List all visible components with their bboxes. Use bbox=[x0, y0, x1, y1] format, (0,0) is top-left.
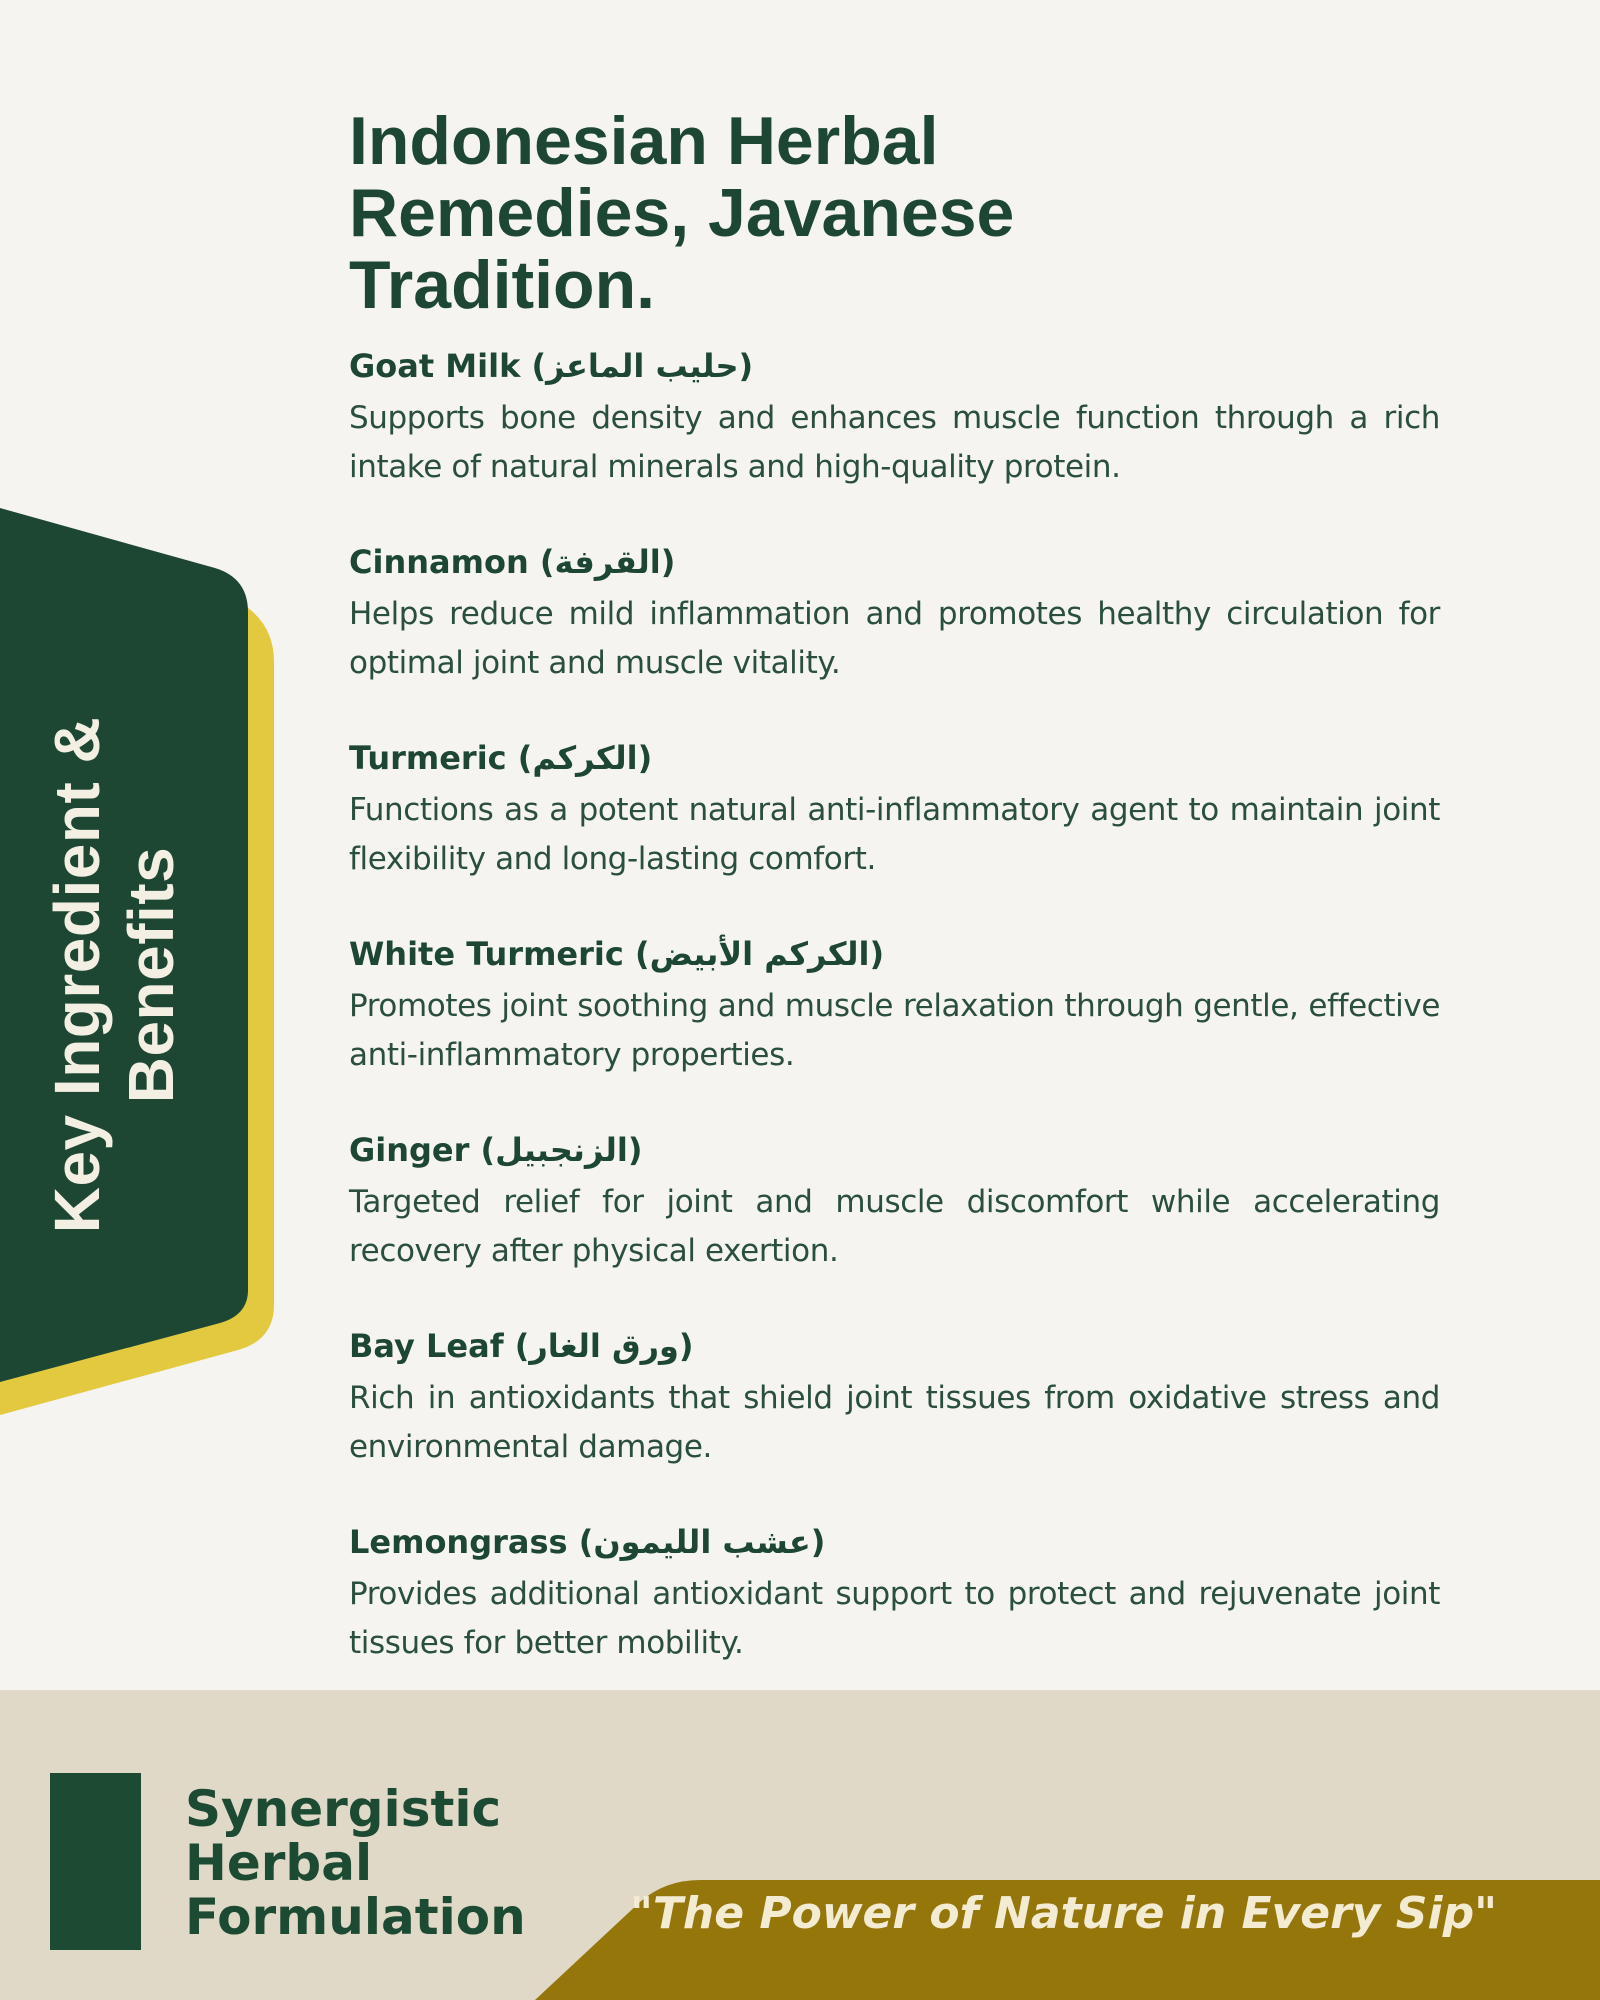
footer-title-line3: Formulation bbox=[185, 1888, 526, 1946]
sidebar-title-line1: Key Ingredient & bbox=[41, 716, 113, 1234]
ingredient-goat-milk bbox=[349, 346, 1440, 542]
sidebar-title-line2: Benefits bbox=[115, 846, 187, 1104]
footer-title-line2: Herbal bbox=[185, 1834, 373, 1892]
ingredient-description: Helps reduce mild inflammation and promotes healthy circulation for optimal joint and muscle vitality. bbox=[349, 596, 1440, 681]
ingredient-name: Ginger (الزنجبيل) bbox=[349, 1131, 643, 1169]
ingredient-name: Bay Leaf (ورق الغار) bbox=[349, 1327, 694, 1365]
ingredient-white-turmeric bbox=[349, 934, 1440, 1130]
ingredient-turmeric bbox=[349, 738, 1440, 934]
ingredient-bay-leaf bbox=[349, 1326, 1440, 1522]
ingredient-name: Turmeric (الكركم) bbox=[349, 739, 653, 777]
ingredient-description: Targeted relief for joint and muscle discomfort while accelerating recovery after physical exertion. bbox=[349, 1184, 1440, 1269]
ingredient-description: Functions as a potent natural anti-inflammatory agent to maintain joint flexibility and long-lasting comfort. bbox=[349, 792, 1440, 877]
ingredient-ginger bbox=[349, 1130, 1440, 1326]
ingredient-name: Cinnamon (القرفة) bbox=[349, 543, 676, 581]
ingredient-description: Provides additional antioxidant support to protect and rejuvenate joint tissues for better mobility. bbox=[349, 1576, 1440, 1661]
ingredient-description: Supports bone density and enhances muscle function through a rich intake of natural minerals and high-quality protein. bbox=[349, 400, 1440, 485]
page-title bbox=[349, 105, 1169, 321]
page-title-line1: Indonesian Herbal bbox=[349, 103, 939, 179]
ingredient-name: Goat Milk (حليب الماعز) bbox=[349, 347, 754, 385]
footer-title-line1: Synergistic bbox=[185, 1780, 502, 1838]
ingredient-list bbox=[349, 346, 1440, 1718]
footer bbox=[0, 1690, 1600, 2000]
ingredient-description: Promotes joint soothing and muscle relaxation through gentle, effective anti-inflammatory properties. bbox=[349, 988, 1440, 1073]
page-title-line2: Remedies, Javanese bbox=[349, 175, 1015, 251]
sidebar-title bbox=[40, 665, 188, 1285]
ingredient-name: White Turmeric (الكركم الأبيض) bbox=[349, 935, 885, 973]
ingredient-lemongrass bbox=[349, 1522, 1440, 1718]
ingredient-name: Lemongrass (عشب الليمون) bbox=[349, 1523, 826, 1561]
page-title-line3: Tradition. bbox=[349, 247, 655, 323]
tagline: "The Power of Nature in Every Sip" bbox=[629, 1888, 1497, 1939]
ingredient-cinnamon bbox=[349, 542, 1440, 738]
tagline-ribbon bbox=[0, 1690, 1600, 2000]
ingredient-description: Rich in antioxidants that shield joint tissues from oxidative stress and environmental damage. bbox=[349, 1380, 1440, 1465]
